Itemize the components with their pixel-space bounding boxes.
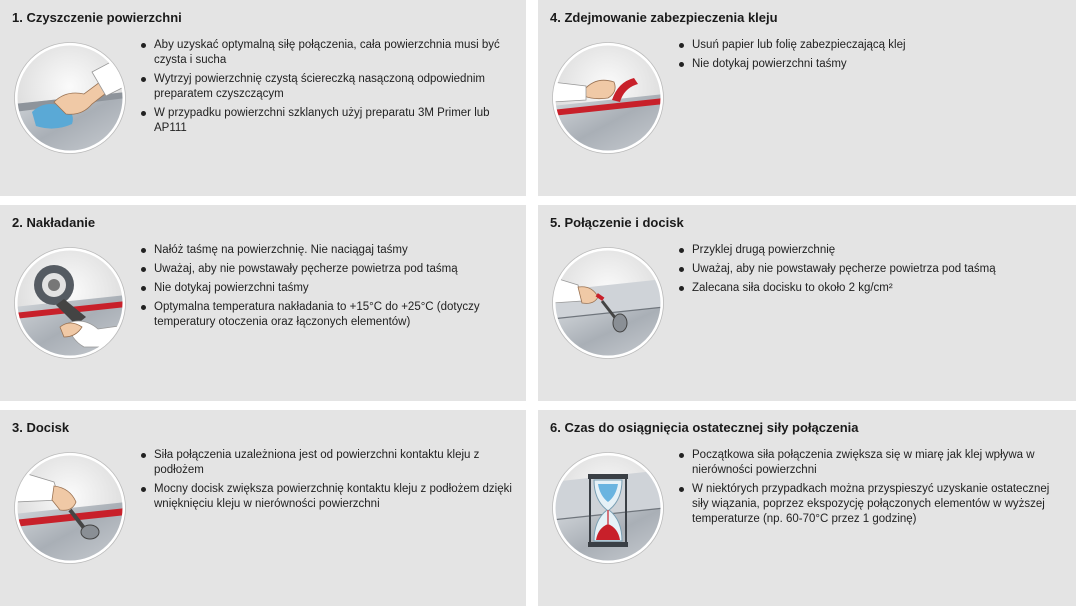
step-title: 5. Połączenie i docisk <box>550 215 684 230</box>
bullet-item: Wytrzyj powierzchnię czystą ściereczką nasączoną odpowiednim preparatem czyszczącym <box>140 72 515 102</box>
liner-removal-icon <box>552 42 664 154</box>
bullet-item: W niektórych przypadkach można przyspieszyć uzyskanie ostatecznej siły wiązania, poprzez ekspozycję połączonych elementów w wyższej temperaturze (np. 60-70°C przez 1 godzinę) <box>678 482 1063 527</box>
step-title: 4. Zdejmowanie zabezpieczenia kleju <box>550 10 778 25</box>
step-title: 1. Czyszczenie powierzchni <box>12 10 182 25</box>
hourglass-icon <box>552 452 664 564</box>
step-title: 6. Czas do osiągnięcia ostatecznej siły połączenia <box>550 420 859 435</box>
bullet-item: Siła połączenia uzależniona jest od powierzchni kontaktu kleju z podłożem <box>140 448 515 478</box>
step-bullets <box>678 243 1063 300</box>
step-title: 2. Nakładanie <box>12 215 96 230</box>
bullet-item: W przypadku powierzchni szklanych użyj preparatu 3M Primer lub AP111 <box>140 106 515 136</box>
step-bullets <box>140 243 515 334</box>
cleaning-cloth-icon <box>14 42 126 154</box>
step-panel-3 <box>0 410 526 606</box>
press-roller-icon <box>14 452 126 564</box>
step-panel-2 <box>0 205 526 401</box>
bullet-item: Mocny docisk zwiększa powierzchnię kontaktu kleju z podłożem dzięki wnięknięciu kleju w nierówności powierzchni <box>140 482 515 512</box>
bonding-roller-icon <box>552 247 664 359</box>
step-bullets <box>140 448 515 516</box>
bullet-item: Początkowa siła połączenia zwiększa się w miarę jak klej wpływa w nierówności powierzchni <box>678 448 1063 478</box>
bullet-item: Uważaj, aby nie powstawały pęcherze powietrza pod taśmą <box>678 262 1063 277</box>
step-panel-6 <box>538 410 1076 606</box>
bullet-item: Uważaj, aby nie powstawały pęcherze powietrza pod taśmą <box>140 262 515 277</box>
step-bullets <box>678 38 1063 76</box>
bullet-item: Optymalna temperatura nakładania to +15°C do +25°C (dotyczy temperatury otoczenia oraz łączonych elementów) <box>140 300 515 330</box>
step-panel-1 <box>0 0 526 196</box>
bullet-item: Aby uzyskać optymalną siłę połączenia, cała powierzchnia musi być czysta i sucha <box>140 38 515 68</box>
bullet-item: Nie dotykaj powierzchni taśmy <box>140 281 515 296</box>
step-bullets <box>140 38 515 140</box>
step-title: 3. Docisk <box>12 420 70 435</box>
step-panel-5 <box>538 205 1076 401</box>
bullet-item: Nałóż taśmę na powierzchnię. Nie naciągaj taśmy <box>140 243 515 258</box>
bullet-item: Nie dotykaj powierzchni taśmy <box>678 57 1063 72</box>
step-bullets <box>678 448 1063 531</box>
bullet-item: Zalecana siła docisku to około 2 kg/cm² <box>678 281 1063 296</box>
bullet-item: Usuń papier lub folię zabezpieczającą klej <box>678 38 1063 53</box>
bullet-item: Przyklej drugą powierzchnię <box>678 243 1063 258</box>
step-panel-4 <box>538 0 1076 196</box>
tape-dispenser-icon <box>14 247 126 359</box>
